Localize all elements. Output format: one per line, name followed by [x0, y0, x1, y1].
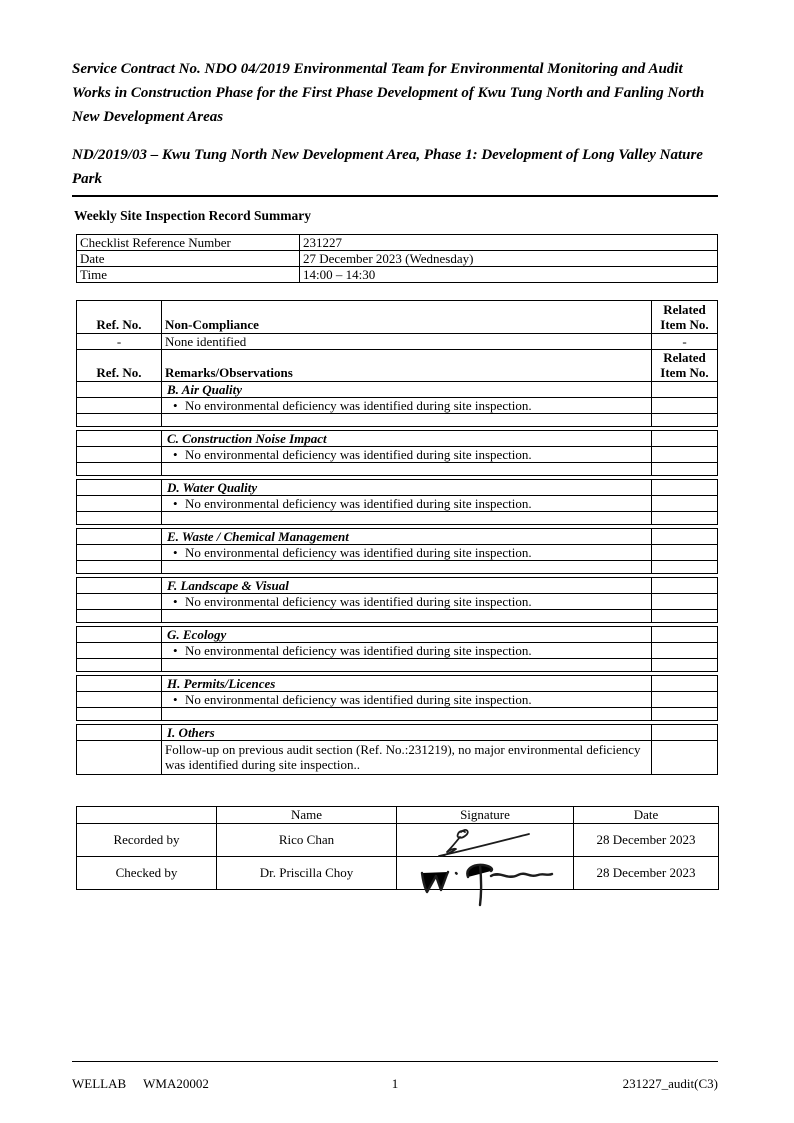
footer-divider — [72, 1061, 718, 1062]
info-label: Date — [77, 251, 300, 267]
blank-row — [77, 463, 718, 476]
recorded-by-row — [77, 824, 719, 857]
page-footer — [72, 1061, 718, 1092]
blank-row — [77, 414, 718, 427]
remarks-header-row — [77, 350, 718, 382]
section-title-row — [77, 431, 718, 447]
table-row — [77, 267, 718, 283]
checklist-info-table — [76, 234, 718, 283]
follow-up-text: Follow-up on previous audit section (Ref. No.:231219), no major environmental deficiency was identified during site inspection.. — [162, 741, 652, 775]
blank-row — [77, 512, 718, 525]
section-title: D. Water Quality — [162, 480, 652, 496]
section-remark-row — [77, 741, 718, 775]
section-remark-row — [77, 692, 718, 708]
related-item-value: - — [652, 334, 718, 350]
signoff-table — [76, 806, 719, 890]
inspection-section-table — [76, 528, 718, 574]
section-title-row — [77, 627, 718, 643]
bullet-glyph: • — [173, 398, 178, 413]
checked-date: 28 December 2023 — [574, 857, 719, 890]
section-remark-row — [77, 643, 718, 659]
remark-text: No environmental deficiency was identified during site inspection. — [185, 545, 532, 560]
section-title: H. Permits/Licences — [162, 676, 652, 692]
footer-doc-ref: 231227_audit(C3) — [622, 1076, 718, 1091]
footer-brand: WELLAB — [72, 1076, 127, 1091]
section-remark-row — [77, 594, 718, 610]
signature-column-header: Signature — [397, 807, 574, 824]
recorded-date: 28 December 2023 — [574, 824, 719, 857]
section-title: B. Air Quality — [162, 382, 652, 398]
remark-text: No environmental deficiency was identified during site inspection. — [185, 496, 532, 511]
non-compliance-column-header: Non-Compliance — [162, 301, 652, 334]
remark-text: No environmental deficiency was identified during site inspection. — [185, 594, 532, 609]
bullet-glyph: • — [173, 545, 178, 560]
recorder-signature-cell — [397, 824, 574, 857]
ref-no-column-header: Ref. No. — [77, 350, 162, 382]
blank-row — [77, 659, 718, 672]
role-label: Recorded by — [77, 824, 217, 857]
blank-row — [77, 708, 718, 721]
section-title-row — [77, 529, 718, 545]
role-label: Checked by — [77, 857, 217, 890]
bullet-glyph: • — [173, 447, 178, 462]
bullet-glyph: • — [173, 594, 178, 609]
section-title: I. Others — [162, 725, 652, 741]
section-title-row — [77, 480, 718, 496]
blank-row — [77, 561, 718, 574]
footer-page-number: 1 — [391, 1076, 399, 1091]
none-identified-row — [77, 334, 718, 350]
section-title: G. Ecology — [162, 627, 652, 643]
project-title: ND/2019/03 – Kwu Tung North New Development Area, Phase 1: Development of Long Valley Nature Park — [72, 147, 703, 187]
remark-text: No environmental deficiency was identified during site inspection. — [185, 643, 532, 658]
section-title: E. Waste / Chemical Management — [162, 529, 652, 545]
info-value: 27 December 2023 (Wednesday) — [300, 251, 718, 267]
non-compliance-header-row — [77, 301, 718, 334]
checker-signature-cell — [397, 857, 574, 890]
recorder-signature-image — [425, 825, 545, 857]
inspection-section-table — [76, 675, 718, 721]
section-remark-row — [77, 496, 718, 512]
bullet-glyph: • — [173, 643, 178, 658]
inspection-section-table — [76, 626, 718, 672]
bullet-glyph: • — [173, 496, 178, 511]
name-column-header: Name — [217, 807, 397, 824]
bullet-glyph: • — [173, 692, 178, 707]
recorder-name: Rico Chan — [217, 824, 397, 857]
related-item-column-header: Related Item No. — [652, 350, 718, 382]
inspection-table — [76, 300, 718, 427]
section-remark-row — [77, 398, 718, 414]
info-label: Time — [77, 267, 300, 283]
checker-signature-image — [410, 859, 560, 907]
page-title: Weekly Site Inspection Record Summary — [74, 208, 311, 223]
header-divider — [72, 195, 718, 197]
remarks-column-header: Remarks/Observations — [162, 350, 652, 382]
signoff-empty-header — [77, 807, 217, 824]
section-remark-row — [77, 447, 718, 463]
info-value: 14:00 – 14:30 — [300, 267, 718, 283]
section-remark-row — [77, 545, 718, 561]
non-compliance-value: None identified — [162, 334, 652, 350]
section-title-row — [77, 676, 718, 692]
section-title-row — [77, 382, 718, 398]
inspection-section-table — [76, 724, 718, 775]
table-row — [77, 251, 718, 267]
ref-no-value: - — [77, 334, 162, 350]
section-title: F. Landscape & Visual — [162, 578, 652, 594]
remark-text: No environmental deficiency was identified during site inspection. — [185, 447, 532, 462]
document-header — [72, 57, 718, 191]
remark-text: No environmental deficiency was identified during site inspection. — [185, 692, 532, 707]
ref-no-column-header: Ref. No. — [77, 301, 162, 334]
section-title-row — [77, 725, 718, 741]
section-title: C. Construction Noise Impact — [162, 431, 652, 447]
date-column-header: Date — [574, 807, 719, 824]
contract-title: Service Contract No. NDO 04/2019 Environmental Team for Environmental Monitoring and Audit Works in Construction Phase for the First Phase Development of Kwu Tung North and Fanling North New Development Areas — [72, 61, 705, 125]
inspection-section-table — [76, 430, 718, 476]
footer-code: WMA20002 — [143, 1076, 209, 1091]
inspection-section-table — [76, 577, 718, 623]
blank-row — [77, 610, 718, 623]
signoff-header-row — [77, 807, 719, 824]
info-value: 231227 — [300, 235, 718, 251]
remark-text: No environmental deficiency was identified during site inspection. — [185, 398, 532, 413]
checker-name: Dr. Priscilla Choy — [217, 857, 397, 890]
inspection-section-table — [76, 479, 718, 525]
info-label: Checklist Reference Number — [77, 235, 300, 251]
related-item-column-header: Related Item No. — [652, 301, 718, 334]
table-row — [77, 235, 718, 251]
section-title-row — [77, 578, 718, 594]
checked-by-row — [77, 857, 719, 890]
